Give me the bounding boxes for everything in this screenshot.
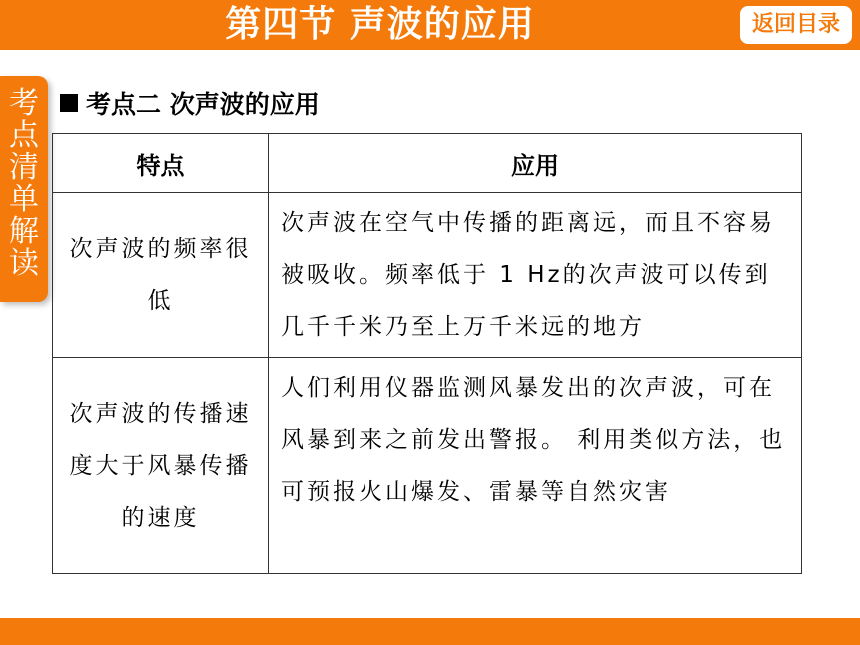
footer-bar: [0, 618, 860, 645]
back-to-contents-button[interactable]: 返回目录: [740, 6, 852, 44]
table-header-row: [53, 134, 802, 193]
table-row: [53, 358, 802, 574]
square-bullet-icon: [60, 94, 78, 112]
section-heading-text: 考点二 次声波的应用: [86, 90, 320, 119]
feature-cell: 次声波的传播速度大于风暴传播的速度: [53, 358, 269, 574]
column-header-usage: 应用: [269, 134, 802, 193]
page-title: 第四节 声波的应用: [225, 4, 535, 45]
column-header-feature: 特点: [53, 134, 269, 193]
feature-cell: 次声波的频率很低: [53, 193, 269, 358]
sidebar-tab-label: 考点清单解读: [9, 86, 39, 281]
sidebar-tab-key-points[interactable]: [0, 76, 48, 302]
header-bar: [0, 0, 860, 50]
section-heading: [60, 86, 320, 120]
usage-cell: 人们利用仪器监测风暴发出的次声波，可在风暴到来之前发出警报。 利用类似方法，也可预报火山爆发、雷暴等自然灾害: [269, 358, 802, 574]
table-row: [53, 193, 802, 358]
content-table: [52, 133, 802, 574]
usage-cell: 次声波在空气中传播的距离远，而且不容易被吸收。频率低于 1 Hz的次声波可以传到几千千米乃至上万千米远的地方: [269, 193, 802, 358]
